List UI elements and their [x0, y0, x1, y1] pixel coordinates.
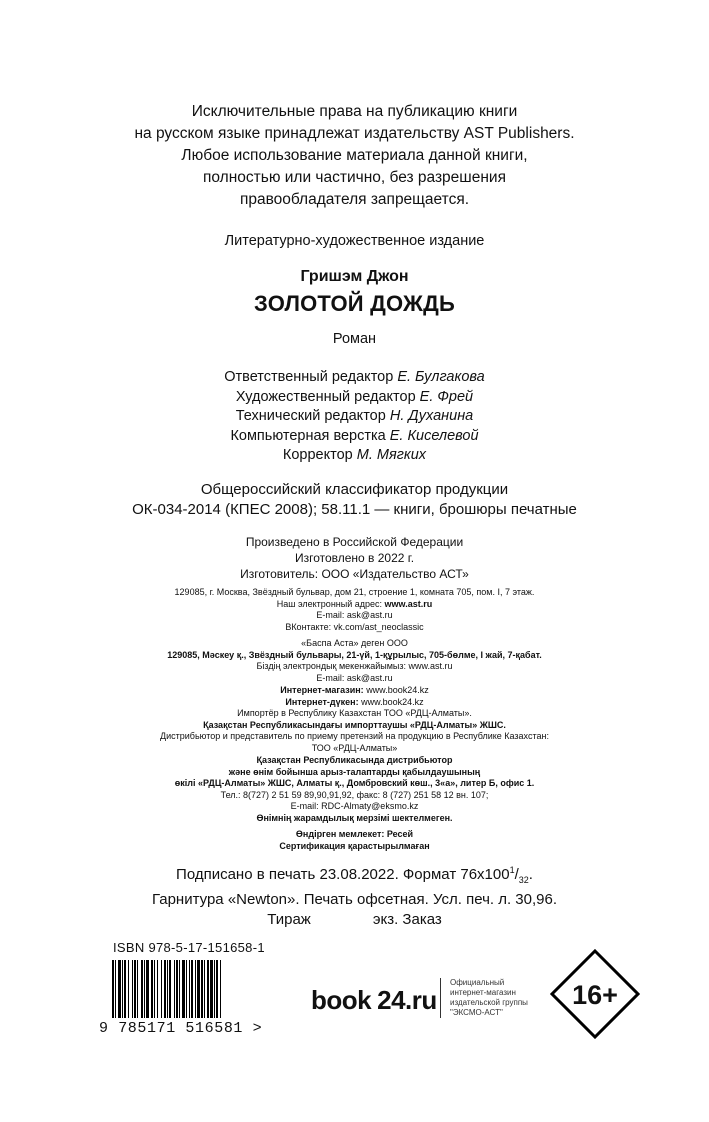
rights-notice — [0, 101, 709, 211]
kz-country-info — [0, 829, 709, 852]
distributor-line: және өнім бойынша арыз-талаптарды қабылдаушының — [228, 766, 481, 777]
shop-kz-line — [0, 697, 709, 709]
address-email: E-mail: ask@ast.ru — [316, 610, 393, 620]
staff-role: Технический редактор — [235, 408, 386, 424]
production-line: Произведено в Российской Федерации — [245, 535, 464, 549]
kz-shop-info — [0, 685, 709, 754]
site-link: www.ast.ru — [384, 598, 433, 609]
staff-name: Е. Фрей — [419, 388, 474, 405]
book-kind: Роман — [332, 331, 377, 347]
format-denominator: 32 — [518, 875, 529, 885]
distributor-line: Өнімнің жарамдылық мерзімі шектелмеген. — [256, 812, 453, 823]
kz-distributor-info — [0, 755, 709, 824]
country-line: Сертификация қарастырылмаған — [279, 840, 430, 851]
shop-line — [0, 685, 709, 697]
staff-role: Ответственный редактор — [224, 369, 394, 385]
staff-name: Е. Булгакова — [397, 369, 485, 385]
classifier-line: Общероссийский классификатор продукции — [200, 481, 509, 498]
staff-line — [0, 446, 709, 466]
country-line: Өндірген мемлекет: Ресей — [295, 829, 414, 839]
kz-publisher-info — [0, 638, 709, 684]
shop-kz-label: Интернет-дүкен: — [285, 696, 359, 707]
production-info — [0, 534, 709, 582]
distributor-line: E-mail: RDC-Almaty@eksmo.kz — [290, 801, 419, 811]
staff-role: Корректор — [282, 447, 353, 463]
staff-line — [0, 368, 709, 388]
staff-line — [0, 388, 709, 408]
print-format-end: . — [528, 866, 533, 883]
barcode-image — [112, 960, 277, 1018]
print-line: Гарнитура «Newton». Печать офсетная. Усл. печ. л. 30,96. — [151, 891, 558, 908]
distributor-line: өкілі «РДЦ-Алматы» ЖШС, Алматы қ., Домбровский көш., 3«а», литер Б, офис 1. — [174, 778, 535, 788]
address-vk: ВКонтакте: vk.com/ast_neoclassic — [285, 621, 424, 632]
rights-line: Любое использование материала данной книги, — [181, 147, 528, 164]
distributor-line: Қазақстан Республикасында дистрибьютор — [256, 755, 453, 765]
rights-line: правообладателя запрещается. — [239, 191, 470, 208]
product-classifier — [0, 480, 709, 520]
importer-line: Дистрибьютор и представитель по приему претензий на продукцию в Республике Казахстан: — [160, 731, 549, 741]
eksmo-line: Официальный — [450, 978, 505, 987]
book-title: ЗОЛОТОЙ ДОЖДЬ — [254, 291, 455, 316]
print-details — [0, 860, 709, 930]
staff-name: Н. Духанина — [389, 408, 474, 424]
staff-line — [0, 407, 709, 427]
importer-line: ТОО «РДЦ-Алматы» — [311, 742, 398, 753]
print-line — [0, 910, 709, 930]
order-label: экз. Заказ — [372, 911, 442, 928]
shop-kz-link: www.book24.kz — [361, 696, 424, 707]
book-author: Гришэм Джон — [300, 268, 409, 285]
staff-name: М. Мягких — [356, 447, 427, 463]
book24-domain: 24.ru — [377, 985, 437, 1015]
rights-line: на русском языке принадлежат издательству AST Publishers. — [134, 125, 575, 142]
isbn-label: ISBN 978-5-17-151658-1 — [113, 940, 265, 955]
site-label: Наш электронный адрес: — [276, 598, 383, 609]
kz-line: «Баспа Аста» деген ООО — [301, 638, 408, 648]
eksmo-line: "ЭКСМО-АСТ" — [450, 1008, 503, 1017]
address-line: 129085, г. Москва, Звёздный бульвар, дом 21, строение 1, комната 705, пом. I, 7 этаж. — [174, 587, 535, 597]
print-format: Подписано в печать 23.08.2022. Формат 76x100 — [176, 866, 510, 883]
staff-line — [0, 427, 709, 447]
eksmo-line: издательской группы — [450, 998, 528, 1007]
staff-role: Компьютерная верстка — [230, 427, 386, 444]
kz-line: 129085, Мәскеу қ., Звёздный бульвары, 21-үй, 1-құрылыс, 705-бөлме, I жай, 7-қабат. — [167, 649, 542, 660]
kz-line: E-mail: ask@ast.ru — [316, 672, 393, 683]
staff-name: Е. Киселевой — [389, 427, 479, 444]
address-site-line — [0, 599, 709, 611]
print-line: Подписано в печать 23.08.2022. Формат $76x100^1/_{32}$. — [176, 865, 533, 885]
shop-link: www.book24.kz — [366, 685, 429, 695]
staff-credits — [0, 368, 709, 466]
eksmo-line: интернет-магазин — [450, 988, 516, 997]
book24-word: book — [311, 985, 372, 1015]
edition-genre: Литературно-художественное издание — [224, 233, 485, 249]
production-line: Изготовитель: ООО «Издательство АСТ» — [240, 567, 469, 581]
format-numerator: 1 — [509, 865, 515, 875]
kz-line: Біздің электрондық мекенжайымыз: www.ast.ru — [256, 661, 453, 671]
importer-line: Қазақстан Республикасындағы импорттаушы «РДЦ-Алматы» ЖШС. — [203, 719, 506, 730]
staff-role: Художественный редактор — [235, 388, 416, 405]
distributor-line: Тел.: 8(727) 2 51 59 89,90,91,92, факс: 8 (727) 251 58 12 вн. 107; — [220, 789, 489, 800]
shop-label: Интернет-магазин: — [280, 685, 364, 695]
print-run-label: Тираж — [267, 911, 311, 928]
importer-line: Импортёр в Республику Казахстан ТОО «РДЦ-Алматы». — [237, 708, 472, 718]
eksmo-caption — [450, 978, 528, 1018]
barcode-digits: 9 785171 516581 > — [99, 1020, 263, 1037]
age-rating-label: 16+ — [572, 980, 618, 1010]
book24-logo — [311, 985, 437, 1016]
rights-line: Исключительные права на публикацию книги — [191, 103, 518, 120]
classifier-line: ОК-034-2014 (КПЕС 2008); 58.11.1 — книги, брошюры печатные — [132, 501, 577, 518]
production-line: Изготовлено в 2022 г. — [294, 551, 415, 565]
rights-line: полностью или частично, без разрешения — [203, 169, 506, 186]
publisher-address — [0, 587, 709, 633]
logo-divider — [440, 978, 441, 1018]
